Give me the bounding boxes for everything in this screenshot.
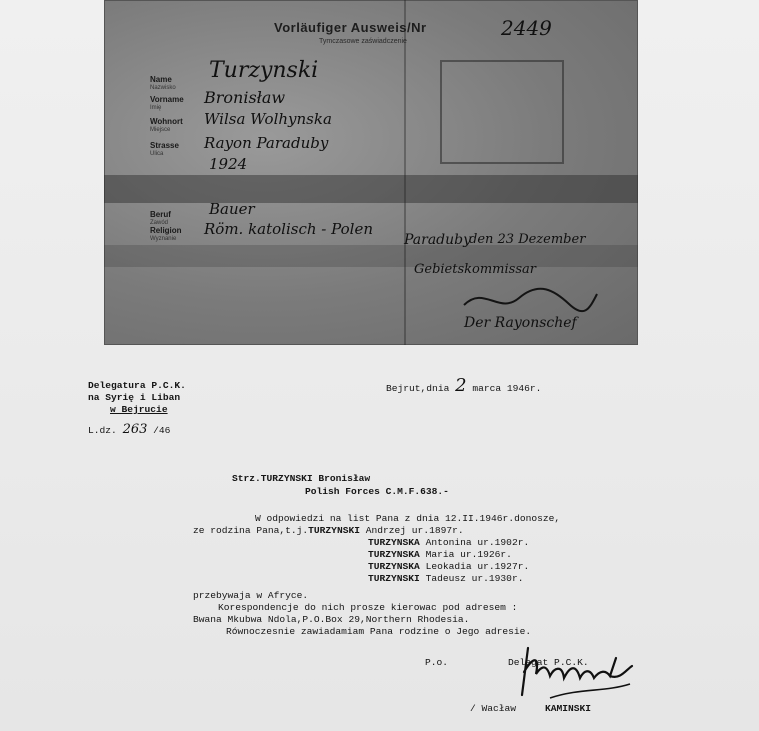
card-value-religion: Röm. katolisch - Polen — [204, 220, 373, 238]
card-value-residence: Wilsa Wolhynska — [204, 110, 332, 128]
recipient-unit: Polish Forces C.M.F.638.- — [305, 486, 449, 497]
signature-strokes — [510, 640, 640, 710]
card-value-profession: Bauer — [209, 200, 255, 218]
handwritten-signature — [510, 640, 640, 715]
background-book-text — [640, 5, 645, 35]
sender-line-2: na Syrię i Liban — [88, 392, 181, 403]
card-subtitle: Tymczasowe zaświadczenie — [319, 38, 407, 45]
card-label-firstname: Vorname Imię — [150, 95, 184, 111]
card-label-religion: Religion Wyznanie — [150, 226, 182, 242]
card-label-name: Name Nazwisko — [150, 75, 176, 91]
card-value-firstname: Bronisław — [204, 88, 286, 107]
body-intro-line-2: ze rodzina Pana,t.j.TURZYNSKI Andrzej ur.1897r. — [193, 525, 464, 536]
card-authority: Gebietskommissar — [414, 262, 536, 277]
letter-date: Bejrut,dnia 2 marca 1946r. — [386, 375, 542, 396]
card-value-street: Rayon Paraduby — [204, 134, 329, 152]
reference-number: L.dz. 263 /46 — [88, 422, 171, 437]
id-card-photo — [104, 0, 638, 345]
card-label-street: Strasse Ulica — [150, 141, 179, 157]
closing-po: P.o. — [425, 657, 449, 668]
card-number: 2449 — [501, 16, 552, 40]
body-correspondence: Korespondencje do nich prosze kierowac pod adresem : — [218, 602, 518, 613]
body-intro-line-1: W odpowiedzi na list Pana z dnia 12.II.1946r.donosze, — [255, 513, 561, 524]
card-rayonschef: Der Rayonschef — [464, 315, 577, 331]
card-title: Vorläufiger Ausweis/Nr — [274, 20, 427, 35]
body-notify: Równoczesnie zawiadamiam Pana rodzine o Jego adresie. — [226, 626, 532, 637]
family-member-2: TURZYNSKA Antonina ur.1902r. — [368, 537, 530, 548]
family-member-5: TURZYNSKI Tadeusz ur.1930r. — [368, 573, 524, 584]
body-stay: przebywaja w Afryce. — [193, 590, 309, 601]
card-value-surname: Turzynski — [209, 58, 319, 83]
signer-first: / Wacław — [470, 703, 517, 714]
card-label-profession: Beruf Zawód — [150, 210, 171, 226]
sender-line-3: w Bejrucie — [110, 404, 168, 415]
signer-last: KAMINSKI — [545, 703, 592, 714]
card-place: Paraduby — [404, 232, 472, 248]
closing-title: Delegat P.C.K. — [508, 657, 589, 668]
recipient-name: Strz.TURZYNSKI Bronisław — [232, 473, 371, 484]
family-member-3: TURZYNSKA Maria ur.1926r. — [368, 549, 512, 560]
sender-line-1: Delegatura P.C.K. — [88, 380, 186, 391]
family-member-4: TURZYNSKA Leokadia ur.1927r. — [368, 561, 530, 572]
card-value-year: 1924 — [209, 155, 248, 173]
photo-placeholder — [440, 60, 564, 164]
card-label-residence: Wohnort Miejsce — [150, 117, 183, 133]
body-address: Bwana Mkubwa Ndola,P.O.Box 29,Northern Rhodesia. — [193, 614, 470, 625]
card-signature-scribble — [459, 280, 599, 320]
card-date: den 23 Dezember — [469, 232, 586, 247]
